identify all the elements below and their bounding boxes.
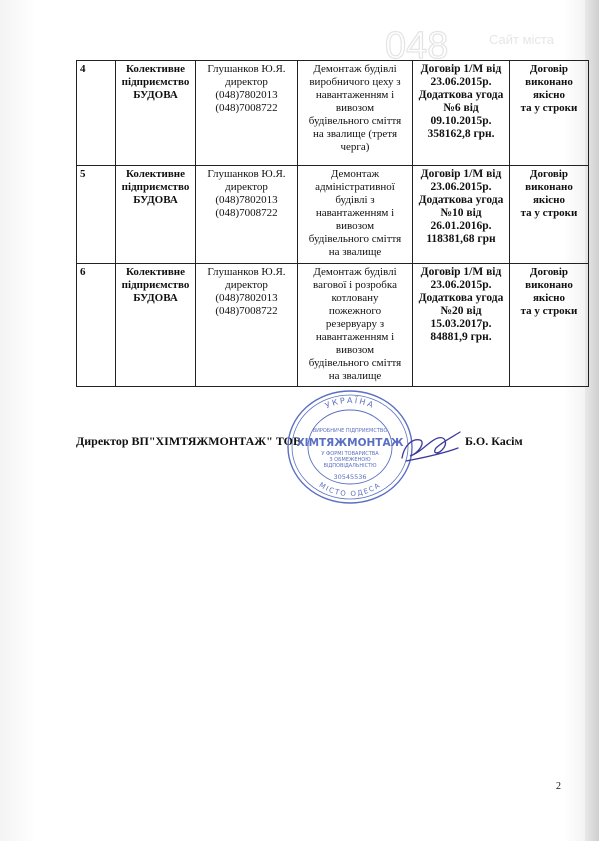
seal-company-name: ХІМТЯЖМОНТАЖ — [296, 437, 404, 449]
contact-cell-line: директор — [225, 279, 268, 291]
work-description-cell — [298, 264, 413, 387]
result-cell — [510, 166, 589, 264]
seal-graphic — [285, 388, 415, 506]
result-cell-line: виконано — [525, 279, 573, 291]
company-cell-line: Колективне — [125, 266, 186, 278]
contract-cell-line: Додаткова угода — [418, 194, 504, 206]
work-description-cell-line: будівлі з — [335, 194, 375, 206]
company-cell — [116, 61, 196, 166]
work-description-cell-line: вивозом — [335, 102, 375, 114]
work-description-cell-line: вагової і розробка — [313, 279, 397, 291]
work-description-cell-line: на звалище (третя — [312, 128, 398, 140]
result-cell-line: Договір — [529, 266, 569, 278]
seal-line-1: У ФОРМІ ТОВАРИСТВА — [321, 451, 379, 457]
work-description-cell-line: на звалище — [328, 246, 382, 258]
director-title: Директор ВП"ХІМТЯЖМОНТАЖ" ТОВ — [76, 434, 302, 448]
work-description-cell-line: Демонтаж будівлі — [313, 266, 397, 278]
work-description-cell-line: будівельного сміття — [308, 115, 402, 127]
result-cell-line: якісно — [532, 194, 566, 206]
work-description-cell-line: котловану — [331, 292, 379, 304]
work-description-cell — [298, 61, 413, 166]
contact-cell-line: Глушанков Ю.Я. — [207, 168, 286, 180]
company-cell-line: БУДОВА — [133, 89, 178, 101]
contract-cell — [413, 264, 510, 387]
seal-bottom-text-path — [318, 481, 383, 498]
contact-cell-line: (048)7008722 — [215, 207, 278, 219]
work-description-cell — [298, 166, 413, 264]
director-name: Б.О. Касім — [465, 434, 523, 448]
contract-cell-line: Договір 1/М від — [420, 168, 502, 180]
work-description-cell-line: на звалище — [328, 370, 382, 382]
contract-cell-line: Додаткова угода — [418, 292, 504, 304]
result-cell-line: та у строки — [520, 305, 578, 317]
watermark-number: 048 — [385, 25, 449, 67]
result-cell-line: Договір — [529, 63, 569, 75]
contact-cell — [196, 264, 298, 387]
contact-cell-line: (048)7802013 — [215, 194, 278, 206]
table-row — [77, 61, 589, 166]
contract-cell — [413, 166, 510, 264]
work-description-cell-line: навантаженням і — [315, 89, 395, 101]
row-number: 5 — [77, 166, 116, 264]
row-number: 4 — [77, 61, 116, 166]
row-number: 6 — [77, 264, 116, 387]
table-row — [77, 166, 589, 264]
contract-cell-line: 26.01.2016р. — [430, 220, 492, 232]
result-cell-line: та у строки — [520, 102, 578, 114]
watermark-caption: Сайт міста — [489, 32, 554, 47]
result-cell-line: виконано — [525, 181, 573, 193]
contract-cell-line: 23.06.2015р. — [430, 279, 492, 291]
company-cell — [116, 166, 196, 264]
work-description-cell-line: навантаженням і — [315, 331, 395, 343]
contract-cell-line: Договір 1/М від — [420, 63, 502, 75]
work-description-cell-line: виробничого цеху з — [309, 76, 401, 88]
seal-top-text: УКРАЇНА — [323, 395, 377, 411]
work-description-cell-line: вивозом — [335, 344, 375, 356]
contract-cell-line: №6 від — [443, 102, 479, 114]
contact-cell-line: (048)7802013 — [215, 89, 278, 101]
work-description-cell-line: будівельного сміття — [308, 357, 402, 369]
contract-cell-line: 15.03.2017р. — [430, 318, 492, 330]
contract-cell-line: №20 від — [440, 305, 482, 317]
contact-cell-line: директор — [225, 181, 268, 193]
work-description-cell-line: Демонтаж будівлі — [313, 63, 397, 75]
work-description-cell-line: Демонтаж — [330, 168, 380, 180]
contract-cell-line: 23.06.2015р. — [430, 76, 492, 88]
contract-cell-line: 09.10.2015р. — [430, 115, 492, 127]
work-description-cell-line: навантаженням і — [315, 207, 395, 219]
contact-cell-line: (048)7802013 — [215, 292, 278, 304]
contract-cell-line: 23.06.2015р. — [430, 181, 492, 193]
company-cell-line: підприємство — [121, 181, 190, 193]
result-cell-line: та у строки — [520, 207, 578, 219]
seal-code: 30545536 — [333, 473, 367, 481]
contact-cell-line: (048)7008722 — [215, 102, 278, 114]
company-cell-line: Колективне — [125, 168, 186, 180]
contract-cell-line: Договір 1/М від — [420, 266, 502, 278]
handwritten-signature — [398, 428, 464, 468]
page-number: 2 — [556, 781, 561, 792]
company-cell — [116, 264, 196, 387]
result-cell — [510, 61, 589, 166]
company-seal — [285, 388, 415, 506]
work-description-cell-line: пожежного — [328, 305, 382, 317]
work-description-cell-line: вивозом — [335, 220, 375, 232]
contact-cell — [196, 166, 298, 264]
contract-cell-line: 84881,9 грн. — [430, 331, 492, 343]
company-cell-line: підприємство — [121, 279, 190, 291]
contract-cell — [413, 61, 510, 166]
contract-cell-line: Додаткова угода — [418, 89, 504, 101]
contact-cell-line: директор — [225, 76, 268, 88]
contact-cell-line: Глушанков Ю.Я. — [207, 63, 286, 75]
company-cell-line: БУДОВА — [133, 194, 178, 206]
company-cell-line: Колективне — [125, 63, 186, 75]
result-cell — [510, 264, 589, 387]
result-cell-line: виконано — [525, 76, 573, 88]
contact-cell-line: (048)7008722 — [215, 305, 278, 317]
contact-cell-line: Глушанков Ю.Я. — [207, 266, 286, 278]
work-description-cell-line: адміністративної — [315, 181, 395, 193]
contract-cell-line: 358162,8 грн. — [427, 128, 495, 140]
seal-small-text: ВИРОБНИЧЕ ПІДПРИЄМСТВО — [312, 428, 388, 434]
result-cell-line: якісно — [532, 292, 566, 304]
company-cell-line: підприємство — [121, 76, 190, 88]
table-row — [77, 264, 589, 387]
work-description-cell-line: будівельного сміття — [308, 233, 402, 245]
contact-cell — [196, 61, 298, 166]
company-cell-line: БУДОВА — [133, 292, 178, 304]
seal-line-3: ВІДПОВІДАЛЬНІСТЮ — [323, 463, 377, 469]
result-cell-line: Договір — [529, 168, 569, 180]
work-description-cell-line: резервуару з — [325, 318, 385, 330]
seal-line-2: З ОБМЕЖЕНОЮ — [329, 457, 371, 463]
contract-cell-line: 118381,68 грн — [426, 233, 496, 245]
contract-cell-line: №10 від — [440, 207, 482, 219]
seal-bottom-text: МІСТО ОДЕСА — [317, 480, 383, 499]
result-cell-line: якісно — [532, 89, 566, 101]
contracts-table — [76, 60, 589, 387]
work-description-cell-line: черга) — [340, 141, 370, 153]
